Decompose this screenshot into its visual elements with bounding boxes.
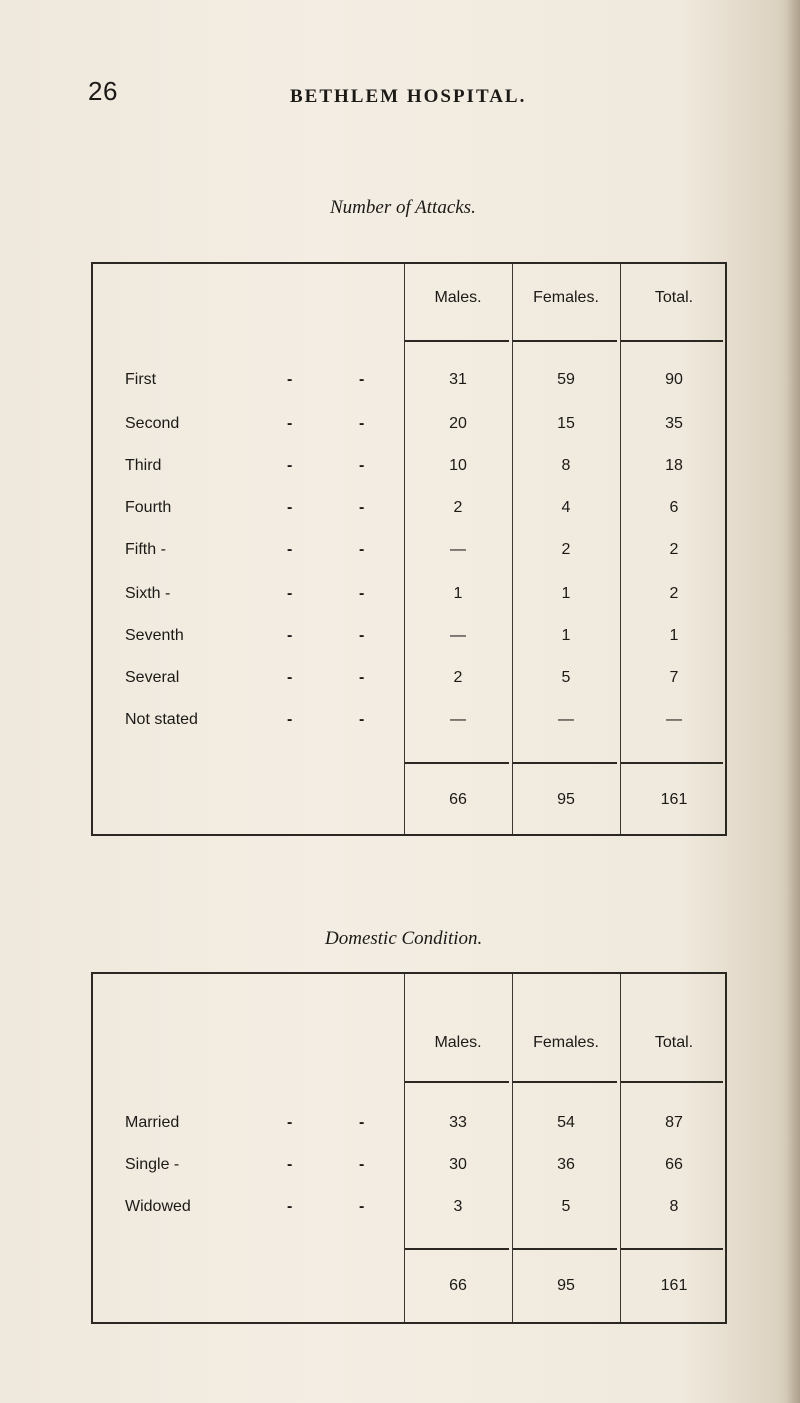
running-head: BETHLEM HOSPITAL. [290,86,527,107]
column-header-males: Males. [434,289,482,306]
table-row [93,711,725,735]
cell-females: 59 [557,371,575,388]
cell-males: 30 [449,1156,467,1173]
leader-dash: - [359,1156,365,1173]
cell-males: 31 [449,371,467,388]
cell-females: 5 [561,1198,571,1215]
column-header-females: Females. [533,1034,599,1051]
header-rule [621,340,723,342]
leader-dash: - [287,711,293,728]
header-rule [513,1081,617,1083]
cell-total: 90 [665,371,683,388]
page-number: 26 [88,76,118,106]
leader-dash: - [287,1114,293,1131]
total-rule [405,762,509,764]
cell-total: 2 [669,541,679,558]
table-row [93,585,725,609]
table-row [93,1114,725,1138]
cell-males: 33 [449,1114,467,1131]
cell-females: 15 [557,415,575,432]
leader-dash: - [359,669,365,686]
cell-total: 18 [665,457,683,474]
leader-dash: - [359,415,365,432]
row-label: Single - [125,1156,180,1173]
cell-total: 87 [665,1114,683,1131]
cell-total: — [666,711,682,728]
column-header-total: Total. [654,1034,694,1051]
cell-females: 1 [561,585,571,602]
leader-dash: - [287,627,293,644]
total-rule [621,1248,723,1250]
cell-females: 5 [561,669,571,686]
table-number-of-attacks [91,262,727,836]
row-label: Sixth - [125,585,171,602]
cell-total: 2 [669,585,679,602]
column-header-males: Males. [434,1034,482,1051]
leader-dash: - [287,669,293,686]
row-label: Fifth - [125,541,166,558]
leader-dash: - [287,1198,293,1215]
table-row [93,1198,725,1222]
row-label: Third [125,457,162,474]
column-rule [620,974,621,1322]
table-row [93,1156,725,1180]
table-row [93,627,725,651]
totals-row [93,791,725,815]
table-domestic-condition [91,972,727,1324]
leader-dash: - [287,585,293,602]
cell-males: 2 [453,499,463,516]
row-label: Fourth [125,499,172,516]
header-rule [513,340,617,342]
row-label: First [125,371,157,388]
column-header-females: Females. [533,289,599,306]
cell-males: — [450,541,466,558]
cell-males: 1 [453,585,463,602]
cell-total: 7 [669,669,679,686]
row-label: Several [125,669,180,686]
page-edge-shadow [786,0,800,1403]
cell-total: 6 [669,499,679,516]
total-rule [405,1248,509,1250]
table-row [93,371,725,395]
column-header-total: Total. [654,289,694,306]
leader-dash: - [359,1198,365,1215]
cell-males: 3 [453,1198,463,1215]
leader-dash: - [287,499,293,516]
total-females: 95 [557,791,575,808]
table-title-domestic-condition: Domestic Condition. [325,928,483,949]
table-row [93,457,725,481]
table-row [93,415,725,439]
leader-dash: - [359,541,365,558]
cell-females: 2 [561,541,571,558]
leader-dash: - [359,499,365,516]
leader-dash: - [359,627,365,644]
leader-dash: - [287,371,293,388]
leader-dash: - [359,585,365,602]
leader-dash: - [359,711,365,728]
column-rule [404,974,405,1322]
header-rule [405,340,509,342]
column-rule [512,974,513,1322]
cell-females: 54 [557,1114,575,1131]
table-row [93,669,725,693]
cell-males: 2 [453,669,463,686]
total-total: 161 [660,1277,688,1294]
cell-females: — [558,711,574,728]
row-label: Widowed [125,1198,191,1215]
table-row [93,541,725,565]
header-rule [621,1081,723,1083]
cell-males: 10 [449,457,467,474]
row-label: Not stated [125,711,198,728]
row-label: Seventh [125,627,184,644]
total-males: 66 [449,791,467,808]
cell-total: 66 [665,1156,683,1173]
cell-females: 36 [557,1156,575,1173]
leader-dash: - [359,1114,365,1131]
total-rule [621,762,723,764]
table-row [93,499,725,523]
totals-row [93,1277,725,1301]
leader-dash: - [359,371,365,388]
cell-females: 4 [561,499,571,516]
cell-total: 8 [669,1198,679,1215]
total-total: 161 [660,791,688,808]
leader-dash: - [287,541,293,558]
total-males: 66 [449,1277,467,1294]
row-label: Second [125,415,180,432]
cell-total: 1 [669,627,679,644]
leader-dash: - [287,415,293,432]
leader-dash: - [359,457,365,474]
header-rule [405,1081,509,1083]
cell-total: 35 [665,415,683,432]
cell-females: 8 [561,457,571,474]
cell-males: 20 [449,415,467,432]
cell-females: 1 [561,627,571,644]
cell-males: — [450,711,466,728]
row-label: Married [125,1114,180,1131]
total-rule [513,762,617,764]
table-title-number-of-attacks: Number of Attacks. [330,197,476,218]
total-rule [513,1248,617,1250]
total-females: 95 [557,1277,575,1294]
cell-males: — [450,627,466,644]
leader-dash: - [287,1156,293,1173]
leader-dash: - [287,457,293,474]
